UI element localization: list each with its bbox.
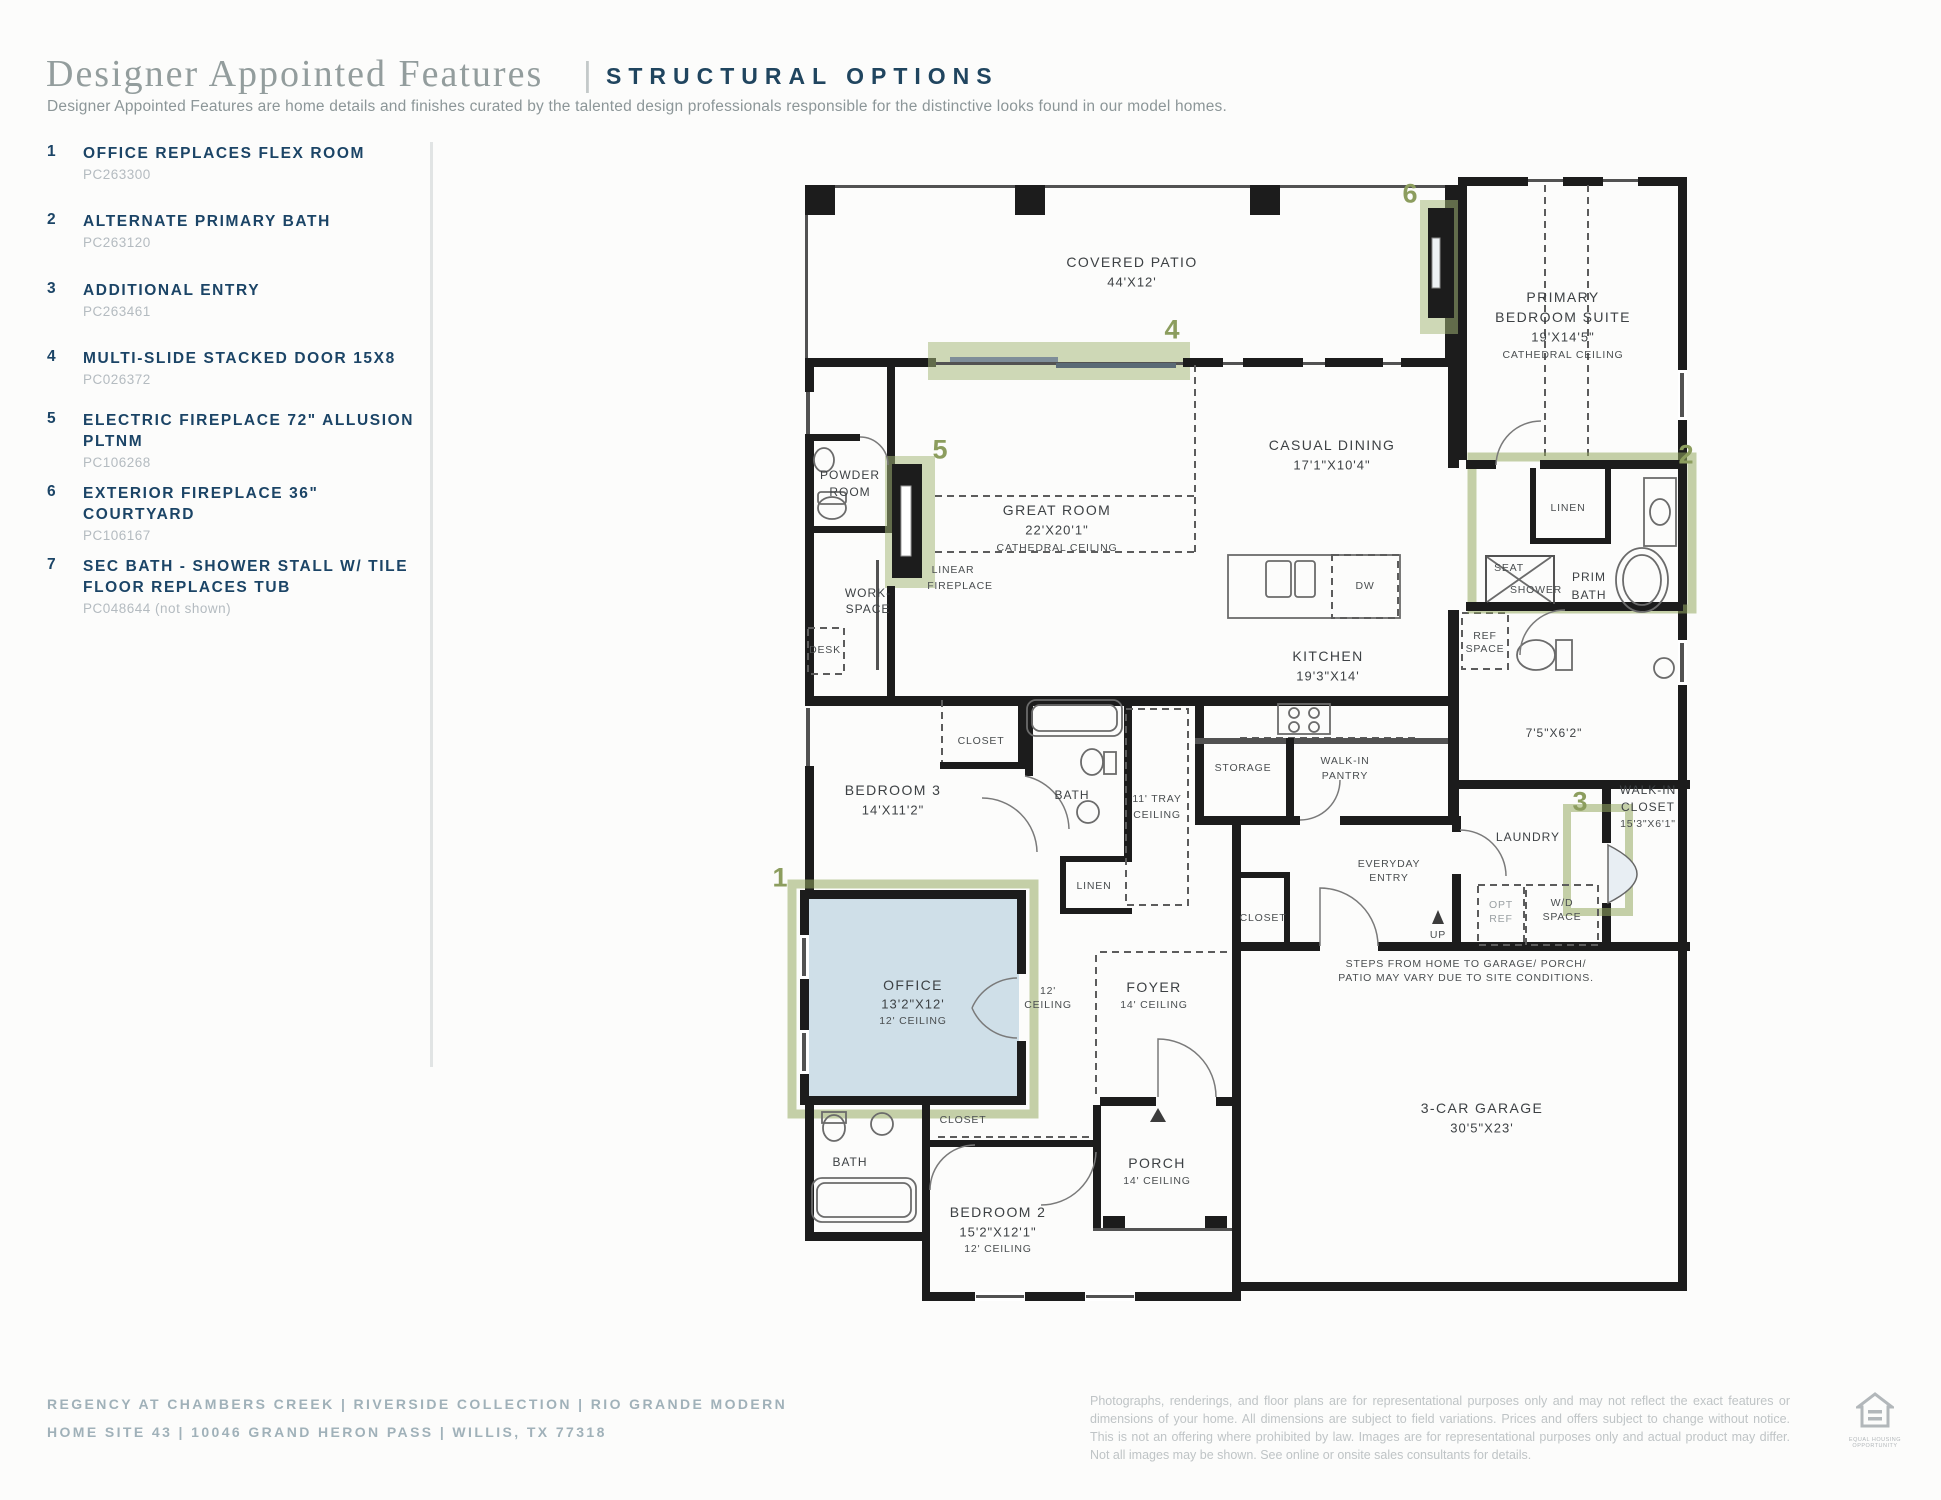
room-bedroom3: BEDROOM 3 [844, 782, 942, 798]
room-walkin-closet: WALK-IN [1619, 783, 1677, 797]
room-casual-dining-dims: 17'1"X10'4" [1293, 457, 1371, 473]
feature-code: PC106268 [83, 455, 151, 470]
room-powder: ROOM [829, 485, 871, 499]
equal-housing-icon [1856, 1392, 1894, 1430]
room-primary-suite-dims: 19'X14'5" [1531, 329, 1595, 345]
label-closet: CLOSET [1239, 912, 1287, 924]
page-title: Designer Appointed Features [46, 53, 544, 95]
label-opt-ref: REF [1489, 913, 1513, 925]
feature-code: PC263461 [83, 304, 151, 319]
room-bedroom2-dims: 15'2"X12'1" [959, 1224, 1037, 1240]
marker-1: 1 [772, 862, 788, 893]
feature-code: PC026372 [83, 372, 151, 387]
feature-number: 7 [47, 556, 57, 573]
room-workspace: WORK- [844, 586, 892, 600]
feature-title: ELECTRIC FIREPLACE 72" ALLUSION PLTNM [83, 412, 415, 450]
room-porch-ceiling: 14' CEILING [1123, 1175, 1191, 1187]
feature-number: 5 [47, 410, 57, 427]
page-subtitle-caps: STRUCTURAL OPTIONS [606, 63, 999, 89]
floor-plan [620, 140, 1720, 1310]
page-description: Designer Appointed Features are home details and finishes curated by the talented design professionals responsible for the distinctive looks found in our model homes. [47, 98, 1228, 115]
room-pantry: PANTRY [1321, 770, 1369, 782]
room-primary-suite: BEDROOM SUITE [1495, 309, 1631, 325]
equal-housing-logo [1845, 1392, 1905, 1449]
room-storage: STORAGE [1214, 762, 1272, 774]
label-tray-ceiling: CEILING [1133, 809, 1181, 821]
label-shower: SHOWER [1509, 584, 1563, 596]
feature-number: 3 [47, 280, 57, 297]
label-wd-space: SPACE [1542, 911, 1582, 923]
feature-title: ADDITIONAL ENTRY [83, 282, 261, 299]
room-great-room: GREAT ROOM [1002, 502, 1112, 518]
room-prim-bath: BATH [1571, 588, 1607, 602]
room-covered-patio: COVERED PATIO [1066, 254, 1198, 270]
label-closet: CLOSET [957, 735, 1005, 747]
room-workspace: SPACE [845, 602, 891, 616]
feature-title: OFFICE REPLACES FLEX ROOM [83, 145, 365, 162]
label-hall-ceiling: CEILING [1024, 999, 1072, 1011]
feature-title: MULTI-SLIDE STACKED DOOR 15X8 [83, 350, 396, 367]
room-foyer-ceiling: 14' CEILING [1120, 999, 1188, 1011]
label-linear-fireplace: LINEAR [931, 564, 975, 576]
room-everyday-entry: ENTRY [1369, 872, 1409, 884]
label-tray-ceiling: 11' TRAY [1132, 793, 1182, 805]
label-flex-dims: 7'5"X6'2" [1525, 726, 1583, 740]
room-office-ceiling: 12' CEILING [879, 1015, 947, 1027]
label-dishwasher: DW [1355, 580, 1375, 592]
room-walkin-closet: CLOSET [1620, 800, 1676, 814]
feature-item-6 [47, 483, 437, 543]
room-walkin-closet-dims: 15'3"X6'1" [1620, 818, 1676, 830]
room-casual-dining: CASUAL DINING [1268, 437, 1396, 453]
equal-housing-label: EQUAL HOUSING OPPORTUNITY [1848, 1437, 1902, 1449]
label-desk: DESK [809, 644, 841, 656]
room-bath2: BATH [832, 1155, 868, 1169]
room-prim-bath: PRIM [1572, 570, 1606, 584]
feature-item-2 [47, 211, 437, 250]
room-kitchen-dims: 19'3"X14' [1296, 668, 1360, 684]
feature-number: 6 [47, 483, 57, 500]
label-closet: CLOSET [939, 1114, 987, 1126]
marker-6: 6 [1402, 178, 1418, 209]
feature-number: 2 [47, 211, 57, 228]
feature-code: PC106167 [83, 528, 151, 543]
footer-community-line: REGENCY AT CHAMBERS CREEK | RIVERSIDE COLLECTION | RIO GRANDE MODERN [47, 1396, 788, 1412]
feature-code: PC263300 [83, 167, 151, 182]
room-porch: PORCH [1128, 1155, 1186, 1171]
room-everyday-entry: EVERYDAY [1357, 858, 1421, 870]
feature-item-1 [47, 143, 437, 182]
feature-title: SEC BATH - SHOWER STALL W/ TILE FLOOR REPLACES TUB [83, 558, 409, 596]
label-linen: LINEN [1550, 502, 1586, 514]
room-pantry: WALK-IN [1320, 755, 1370, 767]
title-divider: | [583, 56, 592, 94]
marker-5: 5 [932, 434, 948, 465]
room-powder: POWDER [820, 468, 880, 482]
label-hall-ceiling: 12' [1039, 985, 1057, 997]
room-bedroom3-dims: 14'X11'2" [861, 802, 925, 818]
marker-3: 3 [1572, 786, 1588, 817]
feature-code: PC048644 (not shown) [83, 601, 232, 616]
footer-disclaimer: Photographs, renderings, and floor plans are for representational purposes only and may not reflect the exact features or dimensions of your home. All dimensions are subject to field variations. Prices and offers subject to change without notice. This is not an offering where prohibited by law. Images are for representational purposes only and actual product may differ. Not all images may be shown. See online or onsite sales consultants for details. [1090, 1394, 1790, 1463]
room-laundry: LAUNDRY [1495, 830, 1561, 844]
room-office-dims: 13'2"X12' [881, 996, 945, 1012]
room-bedroom2: BEDROOM 2 [949, 1204, 1047, 1220]
room-great-room-ceiling: CATHEDRAL CEILING [996, 542, 1118, 554]
room-office: OFFICE [883, 977, 943, 993]
room-great-room-dims: 22'X20'1" [1025, 522, 1089, 538]
room-primary-suite-ceiling: CATHEDRAL CEILING [1502, 349, 1624, 361]
feature-title: ALTERNATE PRIMARY BATH [83, 213, 331, 230]
room-covered-patio-dims: 44'X12' [1107, 274, 1157, 290]
note-steps: STEPS FROM HOME TO GARAGE/ PORCH/ [1345, 958, 1587, 970]
label-opt-ref: OPT [1489, 899, 1513, 911]
room-kitchen: KITCHEN [1292, 648, 1364, 664]
room-bath3: BATH [1054, 788, 1090, 802]
label-ref-space: REF [1473, 630, 1497, 642]
room-bedroom2-ceiling: 12' CEILING [964, 1243, 1032, 1255]
room-garage-dims: 30'5"X23' [1450, 1120, 1514, 1136]
room-foyer: FOYER [1126, 979, 1182, 995]
label-linen: LINEN [1076, 880, 1112, 892]
label-linear-fireplace: FIREPLACE [927, 580, 993, 592]
feature-item-3 [47, 280, 437, 319]
feature-code: PC263120 [83, 235, 151, 250]
marker-4: 4 [1164, 314, 1180, 345]
feature-title: EXTERIOR FIREPLACE 36" COURTYARD [83, 485, 319, 523]
footer-address-line: HOME SITE 43 | 10046 GRAND HERON PASS | WILLIS, TX 77318 [47, 1424, 607, 1440]
label-ref-space: SPACE [1465, 643, 1505, 655]
feature-number: 1 [47, 143, 57, 160]
label-wd-space: W/D [1550, 897, 1574, 909]
feature-item-5 [47, 410, 437, 470]
room-primary-suite: PRIMARY [1526, 289, 1600, 305]
sidebar-divider [430, 142, 433, 1067]
marker-2: 2 [1678, 439, 1694, 470]
label-up: UP [1429, 929, 1447, 941]
feature-number: 4 [47, 348, 57, 365]
label-seat: SEAT [1494, 562, 1524, 574]
feature-item-7 [47, 556, 437, 616]
room-garage: 3-CAR GARAGE [1420, 1100, 1544, 1116]
note-steps: PATIO MAY VARY DUE TO SITE CONDITIONS. [1338, 972, 1594, 984]
feature-item-4 [47, 348, 437, 387]
